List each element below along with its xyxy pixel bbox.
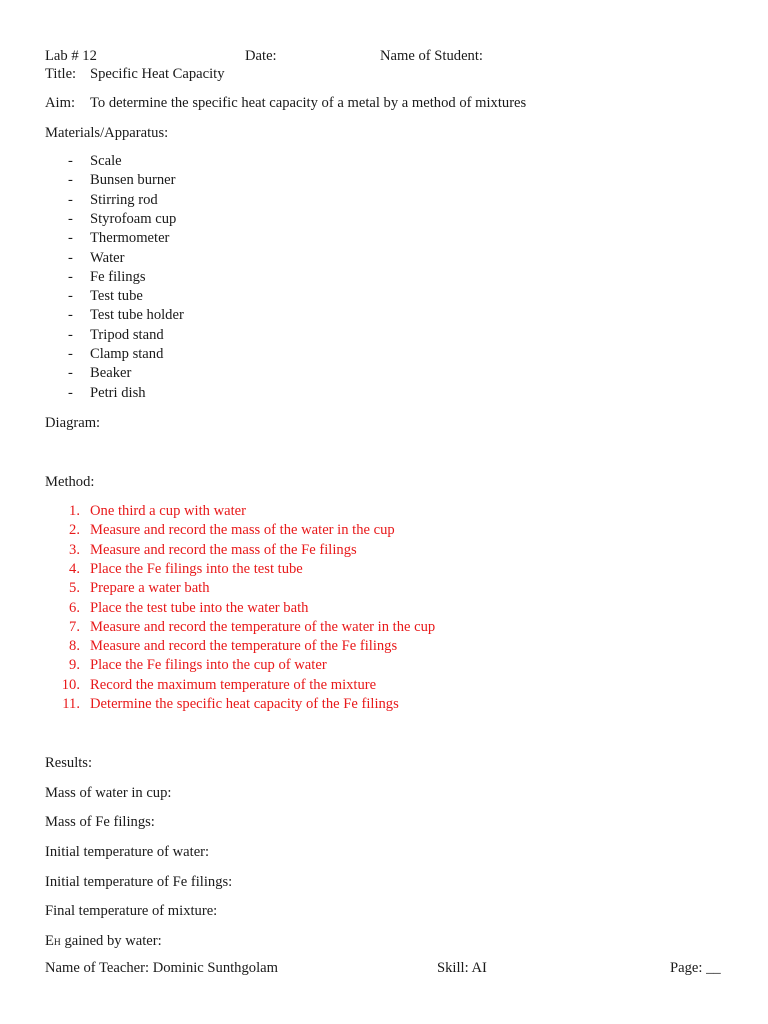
list-item <box>0 250 700 269</box>
method-step <box>0 619 700 638</box>
list-item <box>0 172 700 191</box>
step-text: Place the Fe filings into the cup of water <box>90 657 327 674</box>
step-text: Measure and record the mass of the Fe filings <box>90 541 357 558</box>
title-value: Specific Heat Capacity <box>90 66 225 82</box>
energy-gained-label <box>45 932 162 952</box>
energy-symbol: E <box>45 933 54 949</box>
step-text: Determine the specific heat capacity of the Fe filings <box>90 696 399 712</box>
bullet-marker: - <box>68 307 73 324</box>
bullet-marker: - <box>68 249 73 266</box>
list-item <box>0 230 700 249</box>
teacher-name: Name of Teacher: Dominic Sunthgolam <box>45 960 278 976</box>
material-item-label: Styrofoam cup <box>90 210 177 227</box>
list-item <box>0 153 700 172</box>
bullet-marker: - <box>68 210 73 227</box>
list-item <box>0 327 700 346</box>
list-item <box>0 211 700 230</box>
bullet-marker: - <box>68 191 73 208</box>
method-step <box>0 638 700 657</box>
list-item <box>0 346 700 365</box>
method-step <box>0 696 700 715</box>
material-item-label: Water <box>90 249 125 266</box>
method-step <box>0 542 700 561</box>
material-item-label: Scale <box>90 153 122 169</box>
list-item <box>0 288 700 307</box>
step-number: 11. <box>62 696 80 712</box>
bullet-marker: - <box>68 365 73 382</box>
bullet-marker: - <box>68 268 73 285</box>
student-name-label: Name of Student: <box>380 48 483 64</box>
results-heading: Results: <box>45 755 93 771</box>
bullet-marker: - <box>68 326 73 343</box>
material-item-label: Beaker <box>90 365 132 382</box>
lab-number: Lab # 12 <box>45 48 97 64</box>
step-text: Measure and record the temperature of the Fe filings <box>90 638 398 655</box>
step-number: 4. <box>69 560 80 577</box>
method-step <box>0 677 700 696</box>
step-number: 10. <box>61 676 80 693</box>
final-temp-label: Final temperature of mixture: <box>45 903 218 919</box>
method-step <box>0 580 700 599</box>
bullet-marker: - <box>68 153 73 169</box>
list-item <box>0 365 700 384</box>
material-item-label: Petri dish <box>90 384 146 401</box>
initial-temp-fe-label: Initial temperature of Fe filings: <box>45 874 233 890</box>
bullet-marker: - <box>68 384 73 401</box>
step-number: 1. <box>69 503 80 519</box>
step-number: 6. <box>69 599 80 616</box>
method-step <box>0 561 700 580</box>
step-text: Place the test tube into the water bath <box>90 599 309 616</box>
list-item <box>0 192 700 211</box>
bullet-marker: - <box>68 288 73 305</box>
diagram-heading: Diagram: <box>45 415 101 431</box>
method-step <box>0 600 700 619</box>
step-number: 3. <box>69 541 80 558</box>
method-heading: Method: <box>45 474 95 490</box>
skill-label: Skill: AI <box>437 960 487 976</box>
list-item <box>0 269 700 288</box>
step-number: 7. <box>69 618 80 635</box>
material-item-label: Thermometer <box>90 230 170 247</box>
step-text: One third a cup with water <box>90 503 247 519</box>
mass-water-label: Mass of water in cup: <box>45 785 172 801</box>
mass-fe-label: Mass of Fe filings: <box>45 814 155 830</box>
method-step <box>0 503 700 522</box>
energy-subscript: H <box>53 938 61 948</box>
materials-heading: Materials/Apparatus: <box>45 125 169 141</box>
title-label: Title: <box>45 66 77 82</box>
step-number: 8. <box>69 638 80 655</box>
initial-temp-water-label: Initial temperature of water: <box>45 844 210 860</box>
step-text: Prepare a water bath <box>90 580 210 597</box>
material-item-label: Stirring rod <box>90 191 158 208</box>
bullet-marker: - <box>68 230 73 247</box>
step-text: Measure and record the mass of the water in the cup <box>90 522 395 539</box>
list-item <box>0 385 700 404</box>
aim-label: Aim: <box>45 95 75 111</box>
list-item <box>0 307 700 326</box>
step-number: 5. <box>69 580 80 597</box>
method-step <box>0 657 700 676</box>
bullet-marker: - <box>68 346 73 362</box>
material-item-label: Bunsen burner <box>90 172 176 189</box>
page-label: Page: __ <box>670 960 721 976</box>
step-number: 9. <box>69 657 80 674</box>
material-item-label: Clamp stand <box>90 346 164 362</box>
material-item-label: Test tube <box>90 288 143 305</box>
step-text: Record the maximum temperature of the mixture <box>90 676 377 693</box>
step-text: Measure and record the temperature of the water in the cup <box>90 618 436 635</box>
material-item-label: Fe filings <box>90 268 146 285</box>
date-label: Date: <box>245 48 277 64</box>
material-item-label: Tripod stand <box>90 326 164 343</box>
aim-text: To determine the specific heat capacity of a metal by a method of mixtures <box>90 95 527 111</box>
bullet-marker: - <box>68 172 73 189</box>
step-number: 2. <box>69 522 80 539</box>
energy-label-rest: gained by water: <box>60 933 162 949</box>
method-step <box>0 522 700 541</box>
material-item-label: Test tube holder <box>90 307 184 324</box>
step-text: Place the Fe filings into the test tube <box>90 560 303 577</box>
